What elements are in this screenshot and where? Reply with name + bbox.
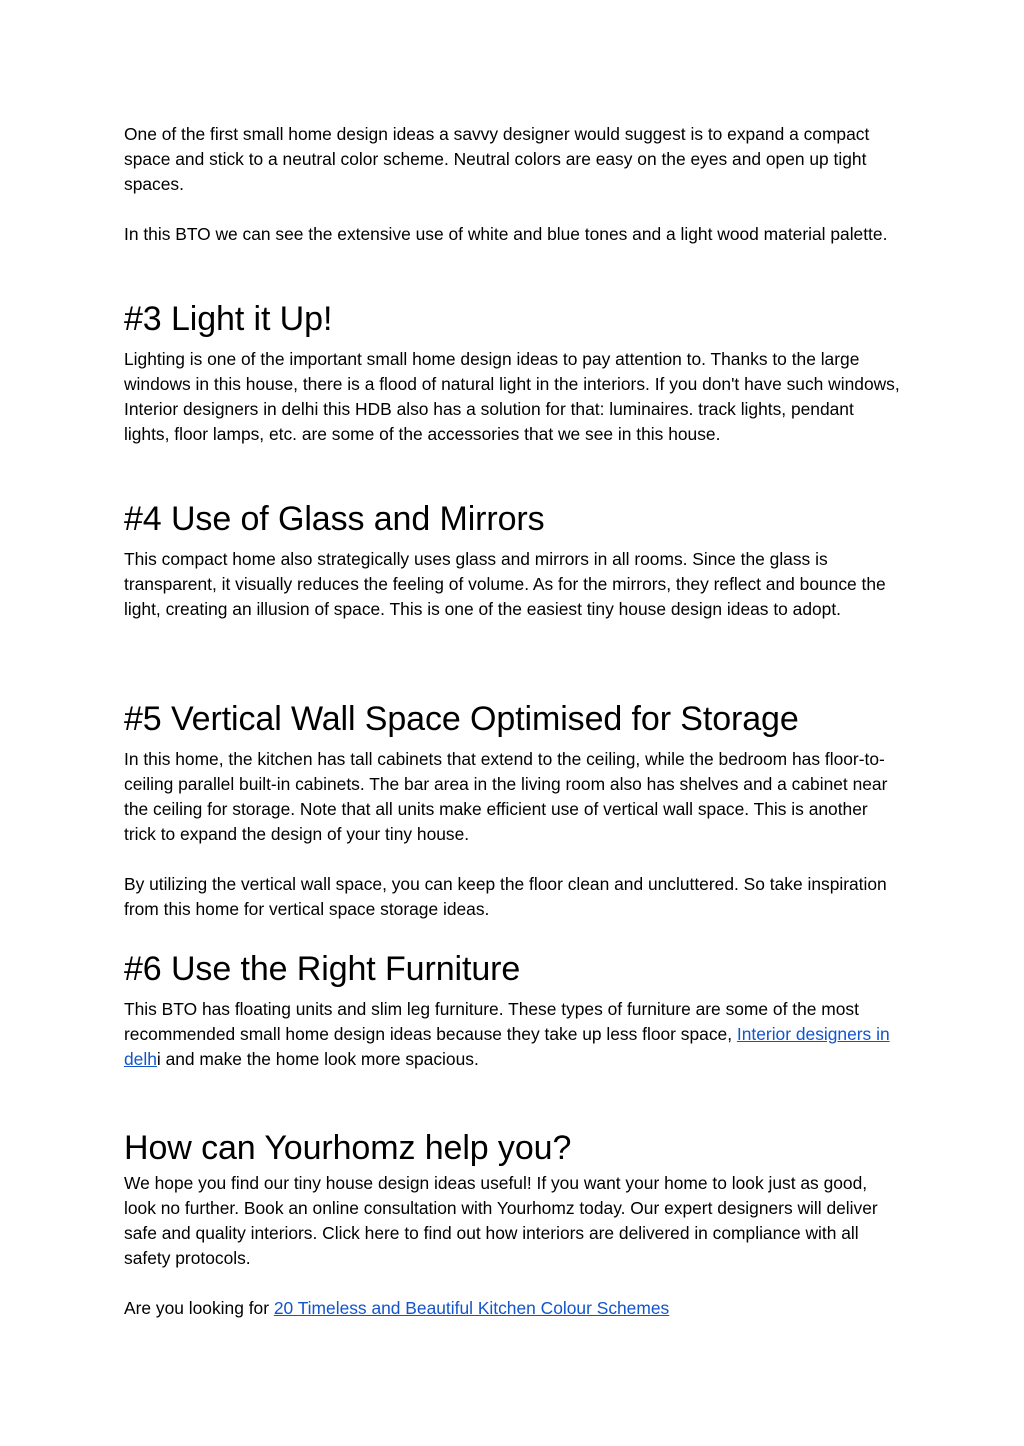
section7-paragraph-2	[124, 1296, 900, 1321]
section7-text: Are you looking for	[124, 1298, 274, 1318]
section6-text-after: i and make the home look more spacious.	[156, 1049, 479, 1069]
section6-text: This BTO has floating units and slim leg furniture. These types of furniture are some of the most recommended small home design ideas because they take up less floor space,	[124, 999, 859, 1044]
heading-light-it-up: #3 Light it Up!	[124, 300, 333, 338]
heading-right-furniture: #6 Use the Right Furniture	[124, 950, 521, 988]
intro-paragraph-2: In this BTO we can see the extensive use of white and blue tones and a light wood material palette.	[124, 224, 888, 244]
heading-how-can-yourhomz-help: How can Yourhomz help you?	[124, 1129, 572, 1167]
kitchen-colour-schemes-link[interactable]: 20 Timeless and Beautiful Kitchen Colour Schemes	[273, 1298, 670, 1318]
section3-paragraph: Lighting is one of the important small home design ideas to pay attention to. Thanks to the large windows in this house, there is a flood of natural light in the interiors. If you don't have such windows, Interior designers in delhi this HDB also has a solution for that: luminaires. track lights, pendant lights, floor lamps, etc. are some of the accessories that we see in this house.	[124, 349, 900, 444]
section5-paragraph-1: In this home, the kitchen has tall cabinets that extend to the ceiling, while the bedroom has floor-to-ceiling parallel built-in cabinets. The bar area in the living room also has shelves and a cabinet near the ceiling for storage. Note that all units make efficient use of vertical wall space. This is another trick to expand the design of your tiny house.	[124, 749, 888, 844]
section5-paragraph-2: By utilizing the vertical wall space, you can keep the floor clean and uncluttered. So take inspiration from this home for vertical space storage ideas.	[124, 874, 887, 919]
heading-glass-and-mirrors: #4 Use of Glass and Mirrors	[124, 500, 545, 538]
section6-paragraph	[124, 997, 900, 1072]
intro-paragraph-1: One of the first small home design ideas a savvy designer would suggest is to expand a compact space and stick to a neutral color scheme. Neutral colors are easy on the eyes and open up tight spaces.	[124, 124, 870, 194]
interior-designers-link[interactable]: Interior designers in delh	[124, 1024, 890, 1069]
section7-paragraph-1: We hope you find our tiny house design ideas useful! If you want your home to look just as good, look no further. Book an online consultation with Yourhomz today. Our expert designers will deliver safe and quality interiors. Click here to find out how interiors are delivered in compliance with all safety protocols.	[124, 1173, 878, 1268]
section4-paragraph: This compact home also strategically uses glass and mirrors in all rooms. Since the glass is transparent, it visually reduces the feeling of volume. As for the mirrors, they reflect and bounce the light, creating an illusion of space. This is one of the easiest tiny house design ideas to adopt.	[124, 549, 886, 619]
heading-vertical-wall-space: #5 Vertical Wall Space Optimised for Storage	[124, 700, 799, 738]
